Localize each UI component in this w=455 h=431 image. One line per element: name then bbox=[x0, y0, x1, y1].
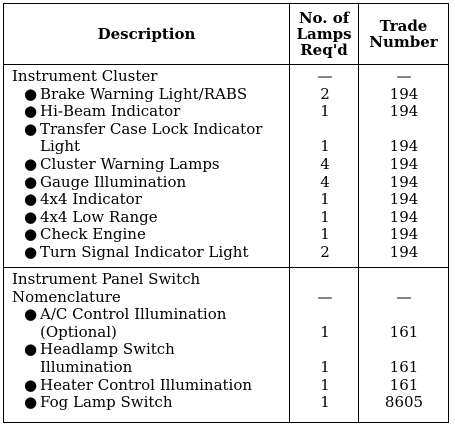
table-row bbox=[4, 174, 448, 192]
list-item bbox=[24, 86, 247, 104]
bullet-icon: ● bbox=[24, 225, 38, 244]
trade-cell: 194 bbox=[389, 102, 419, 121]
header-lamps-line: Req'd bbox=[300, 41, 348, 59]
bullet-icon: ● bbox=[24, 119, 38, 138]
bullet-icon: ● bbox=[24, 190, 38, 209]
table-row bbox=[4, 138, 448, 156]
item-label: A/C Control Illumination bbox=[40, 305, 227, 324]
lamps-cell: 1 bbox=[320, 207, 330, 226]
bullet-icon: ● bbox=[24, 102, 38, 121]
header-lamps-line: Lamps bbox=[296, 25, 352, 43]
item-label-continued: Light bbox=[40, 137, 81, 156]
lamps-cell: 1 bbox=[320, 137, 330, 156]
list-item bbox=[24, 244, 248, 262]
header-trade-line: Trade bbox=[379, 17, 428, 35]
section-divider bbox=[4, 267, 448, 268]
trade-cell: 194 bbox=[389, 225, 419, 244]
table-row bbox=[4, 306, 448, 324]
header-description-text: Description bbox=[97, 25, 196, 43]
bullet-icon: ● bbox=[24, 375, 38, 394]
item-label: Fog Lamp Switch bbox=[40, 393, 173, 412]
lamps-cell: 1 bbox=[320, 102, 330, 121]
lamps-cell: 1 bbox=[320, 393, 330, 412]
trade-cell: 194 bbox=[389, 207, 419, 226]
table-row bbox=[4, 359, 448, 377]
header-description bbox=[4, 4, 289, 64]
lamps-cell: — bbox=[317, 287, 333, 306]
trade-cell: — bbox=[396, 287, 412, 306]
table-row bbox=[4, 226, 448, 244]
header-divider bbox=[4, 64, 448, 65]
trade-cell: 161 bbox=[389, 375, 419, 394]
table-row bbox=[4, 191, 448, 209]
table-row bbox=[4, 156, 448, 174]
lamps-cell: 1 bbox=[320, 358, 330, 376]
list-item bbox=[24, 306, 226, 324]
list-item bbox=[24, 394, 173, 412]
trade-cell: 161 bbox=[389, 322, 419, 341]
lamps-cell: 2 bbox=[320, 84, 330, 103]
item-label: Check Engine bbox=[40, 225, 146, 244]
trade-cell: 194 bbox=[389, 243, 419, 261]
item-label: Hi-Beam Indicator bbox=[40, 102, 181, 121]
table-row bbox=[4, 341, 448, 359]
item-label: Turn Signal Indicator Light bbox=[40, 243, 249, 261]
table-row bbox=[4, 324, 448, 342]
item-label-continued: (Optional) bbox=[40, 322, 117, 341]
item-label: Headlamp Switch bbox=[40, 340, 175, 359]
trade-cell: 194 bbox=[389, 190, 419, 209]
section-title: Instrument Cluster bbox=[12, 67, 158, 85]
lamps-cell: 4 bbox=[320, 172, 330, 191]
table-row bbox=[4, 289, 448, 307]
item-label: Heater Control Illumination bbox=[40, 375, 253, 394]
list-item bbox=[24, 191, 142, 209]
item-label: 4x4 Indicator bbox=[40, 190, 142, 209]
list-item bbox=[24, 377, 252, 395]
list-item bbox=[24, 209, 158, 227]
item-label-continued: Illumination bbox=[40, 358, 133, 376]
lamp-table bbox=[3, 3, 449, 423]
item-label: 4x4 Low Range bbox=[40, 207, 158, 226]
header-trade bbox=[359, 4, 448, 64]
item-label: Cluster Warning Lamps bbox=[40, 155, 220, 173]
trade-cell: 8605 bbox=[384, 393, 424, 412]
trade-cell: 161 bbox=[389, 358, 419, 376]
bullet-icon: ● bbox=[24, 207, 38, 226]
bullet-icon: ● bbox=[24, 393, 38, 412]
trade-cell: 194 bbox=[389, 137, 419, 156]
list-item bbox=[24, 174, 186, 192]
bullet-icon: ● bbox=[24, 243, 38, 261]
table-row bbox=[4, 244, 448, 262]
item-label: Transfer Case Lock Indicator bbox=[40, 119, 263, 138]
section-title: Nomenclature bbox=[12, 287, 121, 306]
header-lamps bbox=[290, 4, 358, 64]
bullet-icon: ● bbox=[24, 172, 38, 191]
bullet-icon: ● bbox=[24, 340, 38, 359]
table-row bbox=[4, 394, 448, 412]
table-row bbox=[4, 103, 448, 121]
trade-cell: 194 bbox=[389, 84, 419, 103]
header-lamps-line: No. of bbox=[298, 9, 350, 27]
list-item bbox=[24, 341, 175, 359]
lamps-cell: — bbox=[317, 67, 333, 85]
trade-cell: 194 bbox=[389, 172, 419, 191]
lamps-cell: 1 bbox=[320, 375, 330, 394]
table-row bbox=[4, 377, 448, 395]
item-label: Gauge Illumination bbox=[40, 172, 187, 191]
bullet-icon: ● bbox=[24, 155, 38, 173]
list-item bbox=[24, 156, 220, 174]
lamps-cell: 1 bbox=[320, 322, 330, 341]
trade-cell: — bbox=[396, 67, 412, 85]
trade-cell: 194 bbox=[389, 155, 419, 173]
lamps-cell: 1 bbox=[320, 225, 330, 244]
lamps-cell: 4 bbox=[320, 155, 330, 173]
lamps-cell: 1 bbox=[320, 190, 330, 209]
table-row bbox=[4, 86, 448, 104]
list-item bbox=[24, 226, 146, 244]
table-row bbox=[4, 68, 448, 86]
table-row bbox=[4, 121, 448, 139]
header-trade-line: Number bbox=[369, 33, 438, 51]
table-row bbox=[4, 209, 448, 227]
lamps-cell: 2 bbox=[320, 243, 330, 261]
item-label: Brake Warning Light/RABS bbox=[40, 84, 248, 103]
section-title: Instrument Panel Switch bbox=[12, 270, 201, 288]
bullet-icon: ● bbox=[24, 305, 38, 324]
list-item bbox=[24, 121, 262, 139]
table-row bbox=[4, 271, 448, 289]
bullet-icon: ● bbox=[24, 84, 38, 103]
list-item bbox=[24, 103, 180, 121]
